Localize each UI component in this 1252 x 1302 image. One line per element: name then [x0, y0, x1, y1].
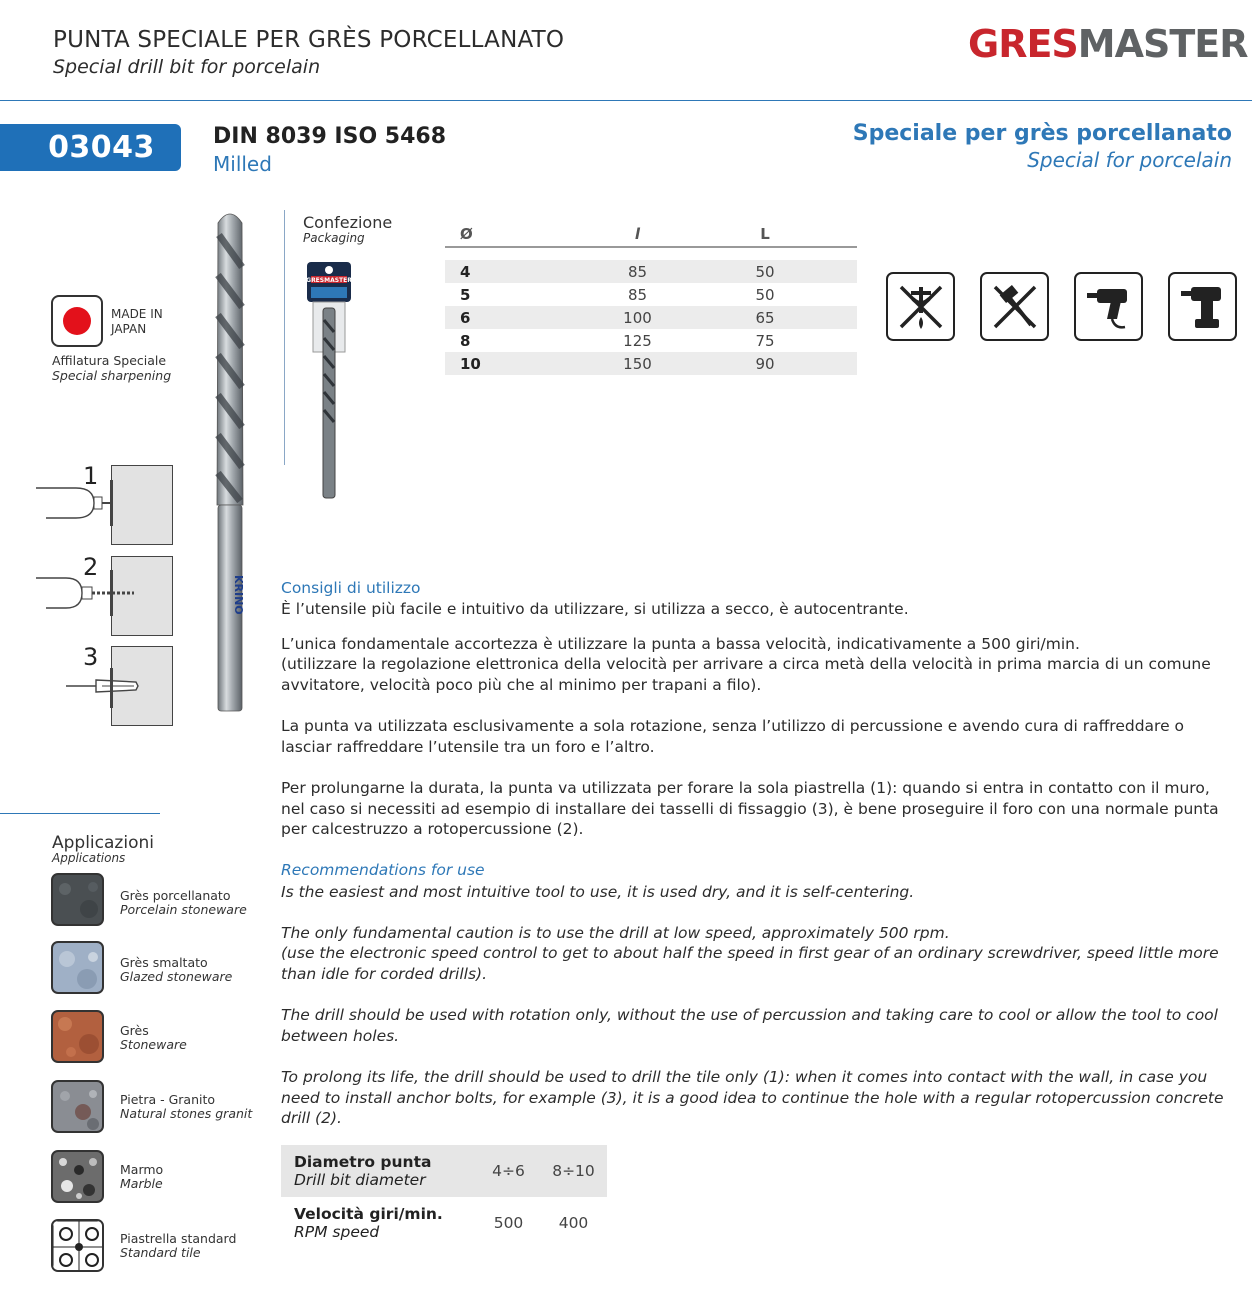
rpm-label-en: RPM speed [294, 1223, 380, 1241]
logo-part-red: GRES [968, 22, 1078, 66]
page-subtitle: Special drill bit for porcelain [53, 56, 321, 78]
gresmaster-logo [968, 22, 1248, 66]
rpm-value-1: 500 [493, 1214, 524, 1232]
table-row [445, 283, 857, 306]
step-1-wall [111, 465, 173, 545]
cell-L: 75 [755, 331, 775, 350]
header-divider [0, 100, 1252, 101]
page-title: PUNTA SPECIALE PER GRÈS PORCELLANATO [53, 27, 565, 53]
packaging-brand: GRESMASTER [306, 277, 352, 284]
standard-tile-swatch [51, 1219, 104, 1272]
japan-flag-dot [63, 307, 91, 335]
application-label-it: Grès [120, 1023, 149, 1038]
logo-part-grey: MASTER [1077, 22, 1248, 66]
application-label-it: Grès porcellanato [120, 888, 231, 903]
cell-diameter: 5 [460, 285, 471, 304]
cordless-drill-icon [1168, 272, 1237, 341]
step-2-drill-illustration [36, 568, 136, 618]
usage-paragraph-en: The drill should be used with rotation only, without the use of percussion and taking care to cool or allow the tool to cool between holes. [281, 1006, 1218, 1045]
packaging-label-it: Confezione [303, 213, 393, 232]
cell-L: 50 [755, 262, 775, 281]
usage-paragraph-it: È l’utensile più facile e intuitivo da utilizzare, si utilizza a secco, è autocentrante. [281, 600, 909, 618]
no-hammer-drill-icon [886, 272, 955, 341]
cell-l: 85 [627, 285, 648, 304]
cell-diameter: 8 [460, 331, 471, 350]
packaging-label-en: Packaging [303, 231, 365, 245]
cell-diameter: 10 [460, 354, 481, 373]
usage-title-it: Consigli di utilizzo [281, 579, 421, 597]
applications-divider [0, 813, 160, 814]
table-row [281, 1145, 607, 1197]
application-label-it: Pietra - Granito [120, 1092, 216, 1107]
speed-table [281, 1145, 607, 1249]
application-label-en: Natural stones granit [120, 1106, 253, 1121]
step-number-2: 2 [83, 553, 99, 581]
cell-diameter: 6 [460, 308, 471, 327]
header-length-small: l [634, 225, 641, 243]
cell-l: 150 [623, 354, 652, 373]
dimension-table [445, 222, 857, 375]
stoneware-swatch [51, 1010, 104, 1063]
product-code-badge: 03043 [0, 124, 181, 171]
corded-drill-icon [1074, 272, 1143, 341]
application-label-en: Stoneware [120, 1037, 187, 1052]
glazed-stoneware-swatch [51, 941, 104, 994]
diameter-label-it: Diametro punta [294, 1153, 432, 1171]
marble-swatch [51, 1150, 104, 1203]
usage-paragraph-it: Per prolungarne la durata, la punta va utilizzata per forare la sola piastrella (1): quando si entra in contatto con il muro, nel caso si necessiti ad esempio di installare dei tasselli di fissaggio (3), è bene proseguire il foro con una normale punta per calcestruzzo a rotopercussione (2). [281, 779, 1219, 839]
table-row [445, 306, 857, 329]
packaging-divider [284, 210, 285, 465]
cell-L: 65 [755, 308, 775, 327]
table-row [445, 352, 857, 375]
cell-diameter: 4 [460, 262, 471, 281]
japan-flag-icon [51, 295, 103, 347]
sharpening-label-en: Special sharpening [52, 368, 172, 383]
product-type: Milled [213, 152, 272, 176]
cell-l: 100 [623, 308, 652, 327]
applications-title-en: Applications [52, 851, 126, 865]
made-in-japan-label: MADE IN JAPAN [111, 307, 163, 336]
applications-title-it: Applicazioni [52, 833, 154, 853]
drill-brand-label: KRINO [232, 575, 245, 615]
diameter-range-1: 4÷6 [492, 1162, 525, 1180]
usage-paragraph-it: La punta va utilizzata esclusivamente a sola rotazione, senza l’utilizzo di percussione e avendo cura di raffreddare o lasciar raffreddare l’utensile tra un foro e l’altro. [281, 717, 1185, 756]
application-label-it: Grès smaltato [120, 955, 208, 970]
step-1-drill-illustration [36, 478, 114, 528]
rpm-label-it: Velocità giri/min. [294, 1205, 443, 1223]
step-3-anchor-illustration [66, 668, 142, 708]
dimension-table-header [445, 222, 857, 248]
step-number-3: 3 [83, 643, 99, 671]
application-label-en: Porcelain stoneware [120, 902, 247, 917]
usage-paragraph-en: The only fundamental caution is to use the drill at low speed, approximately 500 rpm. [281, 924, 950, 942]
sharpening-label-it: Affilatura Speciale [52, 353, 167, 368]
usage-paragraph-en: To prolong its life, the drill should be used to drill the tile only (1): when it comes into contact with the wall, in case you need to install anchor bolts, for example (3), it is a good idea to continue the hole with a regular rotopercussion concrete drill (2). [281, 1068, 1224, 1128]
header-diameter: Ø [460, 225, 473, 243]
usage-paragraph-it: L’unica fondamentale accortezza è utilizzare la punta a bassa velocità, indicativamente a 500 giri/min. [281, 635, 1080, 653]
usage-paragraph-en: Is the easiest and most intuitive tool to use, it is used dry, and it is self-centering. [281, 883, 915, 901]
step-number-1: 1 [83, 462, 99, 490]
cell-L: 90 [755, 354, 775, 373]
product-norm: DIN 8039 ISO 5468 [213, 124, 447, 149]
application-label-en: Marble [120, 1176, 163, 1191]
usage-paragraph-en: (use the electronic speed control to get to about half the speed in first gear of an ordinary screwdriver, speed little more than idle for corded drills). [281, 944, 1219, 983]
special-label-en: Special for porcelain [1027, 148, 1232, 172]
granite-swatch [51, 1080, 104, 1133]
table-row [445, 329, 857, 352]
application-label-it: Marmo [120, 1162, 164, 1177]
drill-bit-image [212, 205, 248, 713]
cell-l: 85 [627, 262, 648, 281]
usage-title-en: Recommendations for use [281, 861, 485, 879]
special-label-it: Speciale per grès porcellanato [852, 121, 1232, 146]
packaging-image [305, 260, 353, 500]
application-label-it: Piastrella standard [120, 1231, 237, 1246]
application-label-en: Standard tile [120, 1245, 201, 1260]
cell-L: 50 [755, 285, 775, 304]
porcelain-stoneware-swatch [51, 873, 104, 926]
table-row [445, 260, 857, 283]
diameter-label-en: Drill bit diameter [294, 1171, 426, 1189]
diameter-range-2: 8÷10 [552, 1162, 595, 1180]
application-label-en: Glazed stoneware [120, 969, 233, 984]
cell-l: 125 [623, 331, 652, 350]
usage-paragraph-it: (utilizzare la regolazione elettronica della velocità per arrivare a circa metà della velocità in prima marcia di un comune avvitatore, velocità poco più che al minimo per trapani a filo). [281, 655, 1211, 694]
table-row [281, 1197, 607, 1249]
header-length-total: L [760, 225, 770, 243]
rpm-value-2: 400 [558, 1214, 589, 1232]
no-percussion-icon [980, 272, 1049, 341]
